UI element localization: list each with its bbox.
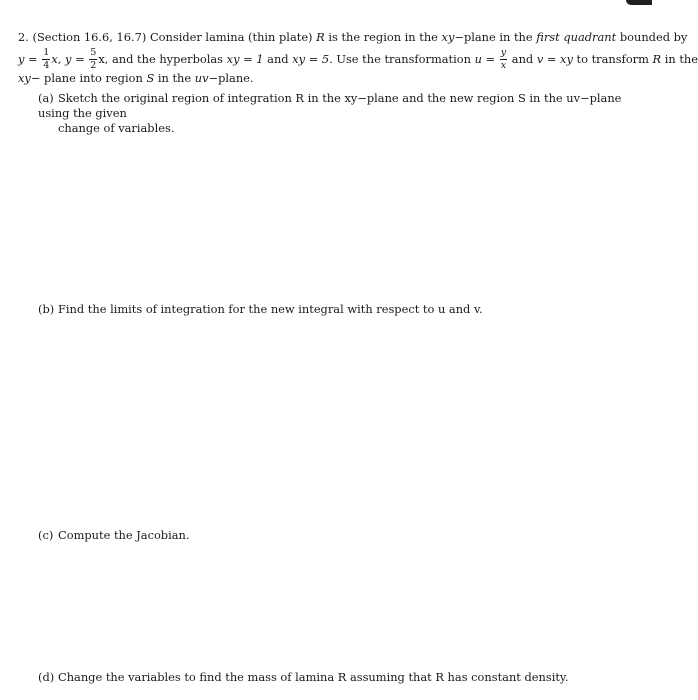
first-quadrant-text: first quadrant — [536, 30, 617, 44]
part-text: Find the limits of integration for the new integral with respect to u and v. — [58, 302, 483, 316]
problem-text: Use the transformation — [336, 52, 471, 67]
fraction-y-over-x — [500, 48, 507, 70]
part-text-continued: change of variables. — [58, 121, 175, 135]
fraction-numerator: y — [500, 47, 507, 58]
part-label: (b) — [38, 302, 55, 316]
problem-text: and — [267, 52, 289, 67]
equation-x-y: x, y = — [51, 52, 85, 67]
part-text: Change the variables to find the mass of lamina R assuming that R has constant density. — [58, 670, 569, 684]
fraction-one-quarter — [42, 48, 50, 70]
region-r: R — [652, 52, 662, 67]
part-text: Compute the Jacobian. — [58, 528, 190, 542]
problem-text: −plane in the — [454, 30, 533, 44]
problem-text: in the — [157, 71, 192, 86]
problem-text: −plane. — [208, 71, 254, 86]
problem-intro: Consider lamina (thin plate) — [149, 30, 313, 44]
fraction-denominator: x — [500, 59, 507, 71]
equation-y: y = — [18, 52, 38, 67]
window-corner-tab — [626, 0, 652, 5]
problem-text: bounded by — [619, 30, 688, 44]
problem-line-2 — [18, 47, 698, 71]
fraction-denominator: 2 — [90, 59, 97, 71]
fraction-denominator: 4 — [43, 59, 50, 71]
xy-symbol: xy− — [18, 71, 41, 86]
problem-number: 2. — [18, 30, 29, 44]
fraction-numerator: 1 — [43, 47, 50, 58]
part-label: (c) — [38, 528, 54, 542]
xy-symbol: xy — [441, 30, 455, 44]
part-label: (d) — [38, 670, 55, 684]
equation-xy-5: xy = 5. — [292, 52, 333, 67]
fraction-five-halves — [89, 48, 97, 70]
problem-text: in the — [664, 52, 698, 67]
part-c — [38, 528, 646, 543]
problem-text: is the region in the — [328, 30, 438, 44]
part-b — [38, 302, 646, 317]
part-label: (a) — [38, 91, 54, 105]
fraction-numerator: 5 — [90, 47, 97, 58]
part-a — [38, 91, 646, 136]
hyperbolas-text: x, and the hyperbolas — [98, 52, 224, 67]
part-d — [38, 670, 646, 685]
problem-text: to transform — [576, 52, 649, 67]
problem-line-3 — [18, 69, 646, 87]
problem-line-1 — [18, 28, 688, 46]
problem-statement — [18, 28, 698, 87]
equation-v: v = xy — [536, 52, 573, 67]
equation-xy-1: xy = 1 — [226, 52, 264, 67]
part-text: Sketch the original region of integration R in the xy−plane and the new region S in the uv−plane using the given — [38, 91, 622, 120]
equation-u: u = — [474, 52, 496, 67]
uv-symbol: uv — [194, 71, 209, 86]
problem-text: and — [511, 52, 534, 67]
problem-section: (Section 16.6, 16.7) — [32, 30, 147, 44]
problem-text: plane into region — [44, 71, 143, 86]
region-s: S — [146, 71, 155, 86]
region-r: R — [316, 30, 325, 44]
